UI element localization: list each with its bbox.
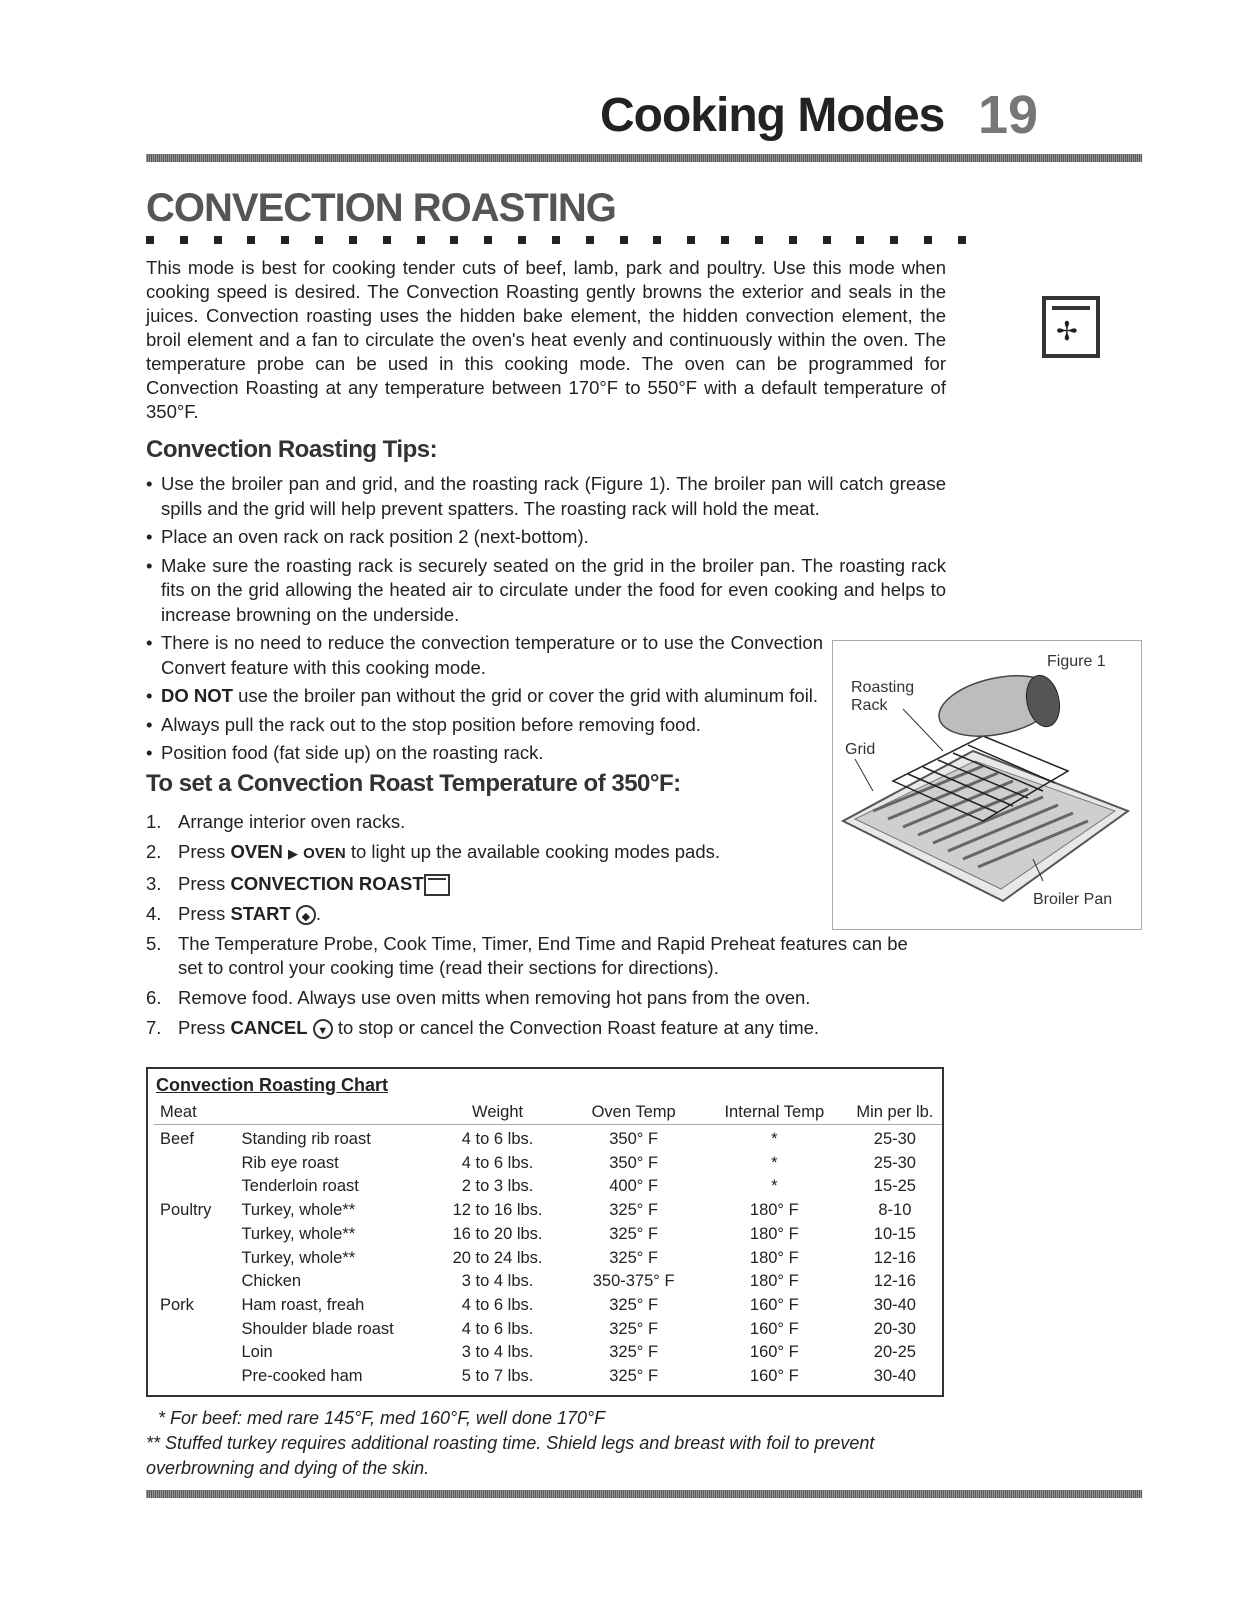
- table-cell: [154, 1152, 235, 1176]
- column-header: Oven Temp: [566, 1101, 701, 1125]
- table-cell: 5 to 7 lbs.: [461, 1367, 534, 1386]
- roasting-chart: [146, 1067, 944, 1397]
- table-cell: 325° F: [609, 1319, 659, 1338]
- oven-key-label: OVEN: [303, 845, 346, 862]
- oven-key-label: OVEN: [230, 841, 283, 862]
- table-cell: 325° F: [609, 1201, 659, 1220]
- table-cell: 180° F: [749, 1272, 799, 1291]
- table-cell: Shoulder blade roast: [241, 1319, 394, 1338]
- table-cell: 4 to 6 lbs.: [461, 1130, 534, 1148]
- list-item: 4. Press START ◆ .: [146, 903, 322, 925]
- list-item: 7. Press CANCEL ▼ to stop or cancel the Convection Roast feature at any time.: [146, 1017, 820, 1039]
- table-cell: 350-375° F: [592, 1272, 675, 1291]
- table-cell: [154, 1365, 235, 1389]
- tips-heading: Convection Roasting Tips:: [146, 436, 438, 463]
- convection-roast-icon: [424, 874, 450, 896]
- table-row: [154, 1125, 942, 1152]
- table-cell: [154, 1270, 235, 1294]
- table-row: [154, 1341, 942, 1365]
- table-cell: Turkey, whole**: [241, 1201, 356, 1220]
- table-cell: 20 to 24 lbs.: [452, 1248, 543, 1267]
- table-row: [154, 1294, 942, 1318]
- cancel-key-label: CANCEL: [230, 1017, 308, 1039]
- table-cell: 12-16: [873, 1272, 916, 1291]
- list-item: • Make sure the roasting rack is securely seated on the grid in the broiler pan. The roasting rack fits on the grid allowing the heated air to circulate under the food for even cooking and helps to increase browning on the underside.: [146, 554, 946, 628]
- table-cell: 16 to 20 lbs.: [452, 1224, 543, 1243]
- convection-roast-icon: ✢: [1042, 296, 1100, 358]
- section-title: CONVECTION ROASTING: [146, 186, 616, 230]
- table-cell: Beef: [160, 1130, 194, 1148]
- column-header: [235, 1101, 428, 1125]
- table-cell: 12 to 16 lbs.: [452, 1201, 543, 1220]
- table-row: [154, 1247, 942, 1271]
- table-cell: Pork: [160, 1295, 194, 1314]
- start-icon: ◆: [296, 905, 316, 925]
- table-cell: 3 to 4 lbs.: [461, 1343, 534, 1362]
- list-item: • Use the broiler pan and grid, and the roasting rack (Figure 1). The broiler pan will catch grease spills and the grid will help prevent spatters. The roasting rack will hold the meat.: [146, 472, 946, 521]
- footnote-beef: * For beef: med rare 145°F, med 160°F, well done 170°F: [158, 1408, 606, 1428]
- table-cell: 2 to 3 lbs.: [461, 1177, 534, 1196]
- table-cell: Turkey, whole**: [241, 1224, 356, 1243]
- list-item: • Place an oven rack on rack position 2 (next-bottom).: [146, 525, 946, 550]
- table-cell: *: [771, 1153, 778, 1172]
- table-cell: 20-25: [873, 1343, 916, 1362]
- column-header: Meat: [154, 1101, 235, 1125]
- list-item: [146, 684, 823, 709]
- list-item: • There is no need to reduce the convection temperature or to use the Convection Convert feature with this cooking mode.: [146, 631, 823, 680]
- table-cell: [154, 1318, 235, 1342]
- table-cell: 180° F: [749, 1201, 799, 1220]
- table-cell: [154, 1247, 235, 1271]
- table-cell: 325° F: [609, 1343, 659, 1362]
- table-cell: 350° F: [609, 1130, 659, 1148]
- table-cell: 325° F: [609, 1367, 659, 1386]
- table-cell: 325° F: [609, 1224, 659, 1243]
- list-item: 6. Remove food. Always use oven mitts when removing hot pans from the oven.: [146, 987, 811, 1009]
- table-cell: 8-10: [878, 1201, 912, 1220]
- table-cell: [154, 1223, 235, 1247]
- table-cell: 160° F: [749, 1295, 799, 1314]
- table-row: [154, 1365, 942, 1389]
- list-item: 3. Press CONVECTION ROAST: [146, 872, 926, 896]
- table-cell: 180° F: [749, 1224, 799, 1243]
- list-item: • Position food (fat side up) on the roasting rack.: [146, 741, 823, 766]
- tips-list: [146, 472, 946, 770]
- table-cell: [154, 1341, 235, 1365]
- table-cell: 4 to 6 lbs.: [461, 1295, 534, 1314]
- figure-caption: Figure 1: [1047, 653, 1106, 670]
- table-cell: 20-30: [873, 1319, 916, 1338]
- list-item-text: use the broiler pan without the grid or cover the grid with aluminum foil.: [238, 685, 819, 706]
- roasting-table: [154, 1101, 942, 1389]
- table-cell: Tenderloin roast: [241, 1177, 359, 1196]
- table-row: [154, 1270, 942, 1294]
- table-cell: *: [771, 1130, 778, 1148]
- label-grid: Grid: [845, 741, 876, 758]
- table-cell: 325° F: [609, 1295, 659, 1314]
- dotted-divider: [146, 236, 966, 246]
- table-cell: Ham roast, freah: [241, 1295, 365, 1314]
- table-cell: 350° F: [609, 1153, 659, 1172]
- table-cell: 4 to 6 lbs.: [461, 1319, 534, 1338]
- label-broiler-pan: Broiler Pan: [1033, 891, 1113, 908]
- footnote-turkey: ** Stuffed turkey requires additional roasting time. Shield legs and breast with foil to prevent overbrowning and dying of the skin.: [146, 1433, 875, 1478]
- table-row: [154, 1152, 942, 1176]
- do-not-label: DO NOT: [161, 685, 233, 706]
- table-cell: 15-25: [873, 1177, 916, 1196]
- table-cell: 400° F: [609, 1177, 659, 1196]
- table-cell: Chicken: [241, 1272, 302, 1291]
- cancel-icon: ▼: [313, 1019, 333, 1039]
- table-cell: 30-40: [873, 1295, 916, 1314]
- table-cell: Turkey, whole**: [241, 1248, 356, 1267]
- table-cell: 325° F: [609, 1248, 659, 1267]
- convection-roast-key-label: CONVECTION ROAST: [230, 873, 424, 894]
- steps-heading: To set a Convection Roast Temperature of 350°F:: [146, 770, 681, 797]
- table-cell: *: [771, 1177, 778, 1196]
- column-header: Min per lb.: [848, 1101, 942, 1125]
- table-cell: Loin: [241, 1343, 273, 1362]
- table-cell: Standing rib roast: [241, 1130, 371, 1148]
- bottom-rule: [146, 1490, 1142, 1498]
- table-cell: 30-40: [873, 1367, 916, 1386]
- intro-paragraph: This mode is best for cooking tender cuts of beef, lamb, park and poultry. Use this mode when cooking speed is desired. The Convection Roasting gently browns the exterior and seals in the juices. Convection roasting uses the hidden bake element, the hidden convection element, the broil element and a fan to circulate the oven's heat evenly and continuously within the oven. The temperature probe can be used in this cooking mode. The oven can be programmed for Convection Roasting at any temperature between 170°F to 550°F with a default temperature of 350°F.: [146, 257, 946, 422]
- table-row: [154, 1175, 942, 1199]
- list-item: 5. The Temperature Probe, Cook Time, Timer, End Time and Rapid Preheat features can be set to control your cooking time (read their sections for directions).: [146, 933, 908, 979]
- column-header: Weight: [429, 1101, 567, 1125]
- page-title: Cooking Modes: [600, 89, 945, 142]
- list-item: 2. Press OVEN ▶ OVEN to light up the available cooking modes pads.: [146, 841, 721, 862]
- table-cell: 160° F: [749, 1319, 799, 1338]
- arrow-right-icon: ▶: [288, 846, 299, 861]
- table-row: [154, 1199, 942, 1223]
- table-row: [154, 1318, 942, 1342]
- chart-title: Convection Roasting Chart: [156, 1075, 389, 1095]
- table-row: [154, 1223, 942, 1247]
- table-cell: Pre-cooked ham: [241, 1367, 363, 1386]
- page-number: 19: [978, 85, 1039, 145]
- top-rule: [146, 154, 1142, 162]
- table-cell: Poultry: [160, 1201, 212, 1220]
- label-roasting-rack: Roasting Rack: [851, 679, 915, 714]
- table-cell: 12-16: [873, 1248, 916, 1267]
- table-cell: 160° F: [749, 1367, 799, 1386]
- list-item: 1. Arrange interior oven racks.: [146, 811, 406, 832]
- table-cell: 4 to 6 lbs.: [461, 1153, 534, 1172]
- start-key-label: START: [230, 903, 291, 925]
- table-cell: [154, 1175, 235, 1199]
- table-cell: 25-30: [873, 1153, 916, 1172]
- steps-list: [146, 810, 926, 1046]
- table-cell: 10-15: [873, 1224, 916, 1243]
- table-cell: Rib eye roast: [241, 1153, 339, 1172]
- table-cell: 3 to 4 lbs.: [461, 1272, 534, 1291]
- table-cell: 25-30: [873, 1130, 916, 1148]
- table-cell: 180° F: [749, 1248, 799, 1267]
- column-header: Internal Temp: [701, 1101, 848, 1125]
- table-cell: 160° F: [749, 1343, 799, 1362]
- list-item: • Always pull the rack out to the stop position before removing food.: [146, 713, 823, 738]
